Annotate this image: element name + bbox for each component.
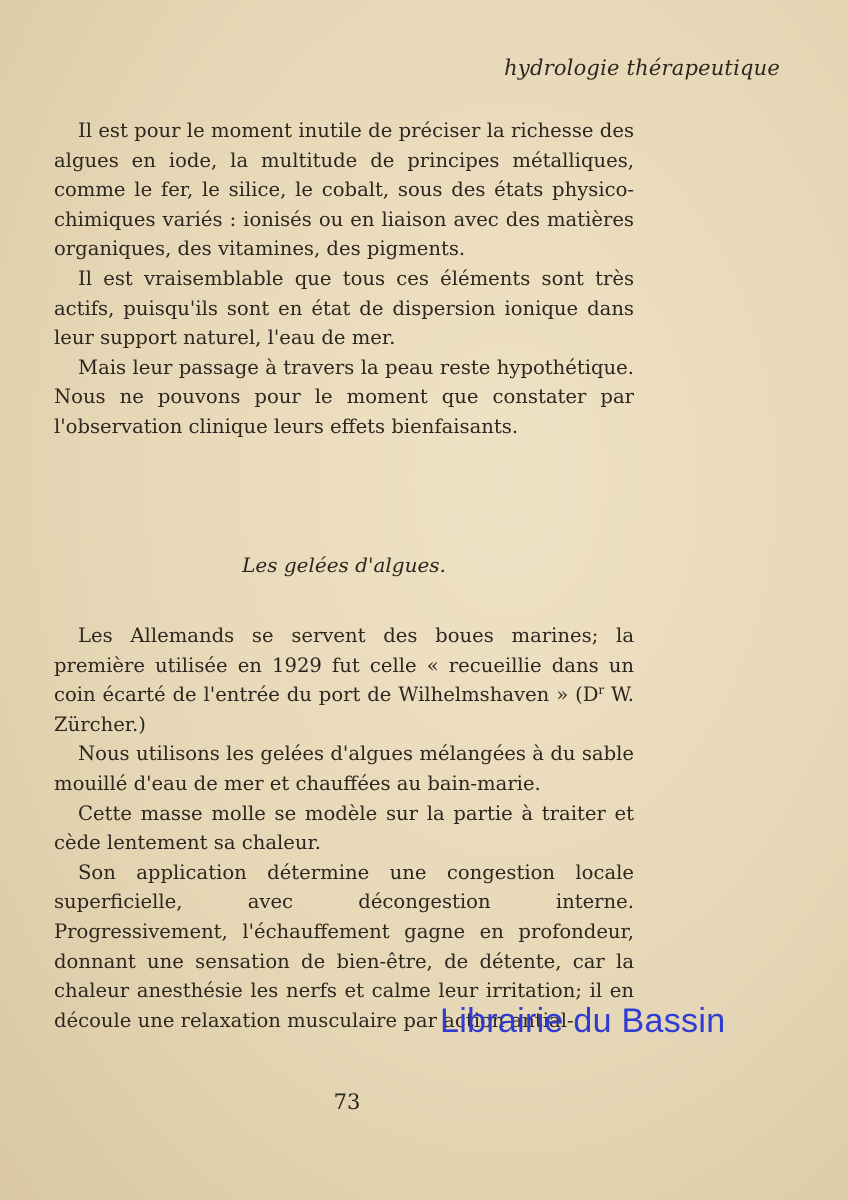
paragraph: Nous utilisons les gelées d'algues mélangées à du sable mouillé d'eau de mer et chauffées au bain-marie. xyxy=(54,742,634,795)
paragraph-text: W. Zürcher.) xyxy=(54,683,635,736)
superscript: r xyxy=(598,683,605,698)
section-title: Les gelées d'algues. xyxy=(242,553,446,577)
paragraph: Il est vraisemblable que tous ces éléments sont très actifs, puisqu'ils sont en état de dispersion ionique dans leur support naturel, l'eau de mer. xyxy=(54,266,634,350)
paragraph: Son application détermine une congestion locale superficielle, avec décongestion interne. Progressivement, l'échauffement gagne en profondeur, donnant une sensation de bien-être, de détente, car la chaleur anesthésie les nerfs et calme leur irritation; il en découle une relaxation musculaire par action antial- xyxy=(54,860,634,1032)
page-number: 73 xyxy=(333,1090,361,1114)
watermark: Librairie du Bassin xyxy=(440,1002,726,1040)
running-head: hydrologie thérapeutique xyxy=(504,56,780,80)
text-block-bottom xyxy=(54,621,634,1035)
paragraph xyxy=(54,621,634,739)
paragraph: Il est pour le moment inutile de préciser la richesse des algues en iode, la multitude de principes métalliques, comme le fer, le silice, le cobalt, sous des états physico-chimiques variés : ionisés ou en liaison avec des matières organiques, des vitamines, des pigments. xyxy=(54,119,634,261)
paragraph: Cette masse molle se modèle sur la partie à traiter et cède lentement sa chaleur. xyxy=(54,801,634,855)
paragraph-text: Les Allemands se servent des boues marines; la première utilisée en 1929 fut celle « recueillie dans un coin écarté de l'entrée du port de Wilhelmshaven » (D xyxy=(54,624,634,707)
paragraph: Mais leur passage à travers la peau reste hypothétique. Nous ne pouvons pour le moment que constater par l'observation clinique leurs effets bienfaisants. xyxy=(54,355,634,438)
text-block-top xyxy=(54,116,634,442)
